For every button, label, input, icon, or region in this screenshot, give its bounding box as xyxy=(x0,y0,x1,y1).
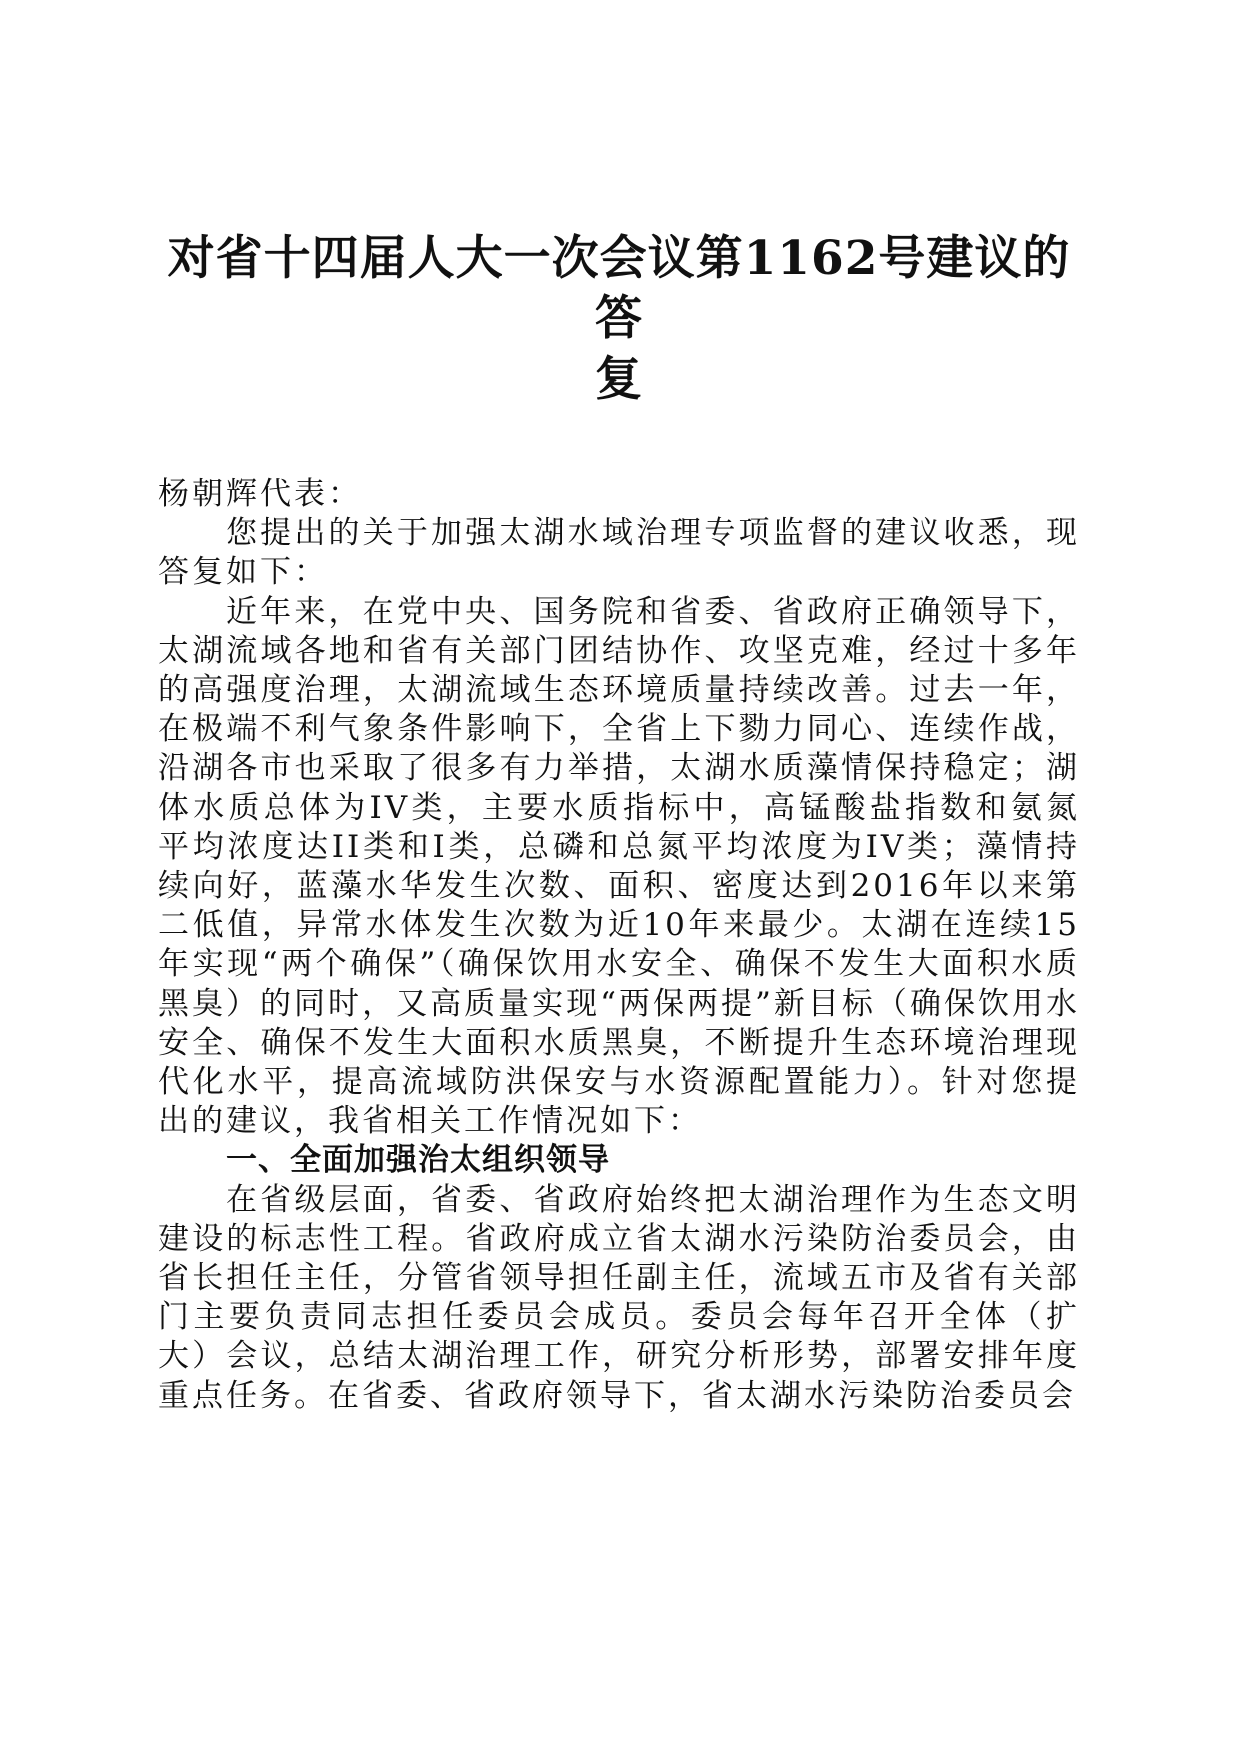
paragraph-background: 近年来，在党中央、国务院和省委、省政府正确领导下，太湖流域各地和省有关部门团结协作、攻坚克难，经过十多年的高强度治理，太湖流域生态环境质量持续改善。过去一年，在极端不利气象条件影响下，全省上下勠力同心、连续作战，沿湖各市也采取了很多有力举措，太湖水质藻情保持稳定；湖体水质总体为IV类，主要水质指标中，高锰酸盐指数和氨氮平均浓度达II类和I类，总磷和总氮平均浓度为IV类；藻情持续向好，蓝藻水华发生次数、面积、密度达到2016年以来第二低值，异常水体发生次数为近10年来最少。太湖在连续15年实现“两个确保”（确保饮用水安全、确保不发生大面积水质黑臭）的同时，又高质量实现“两保两提”新目标（确保饮用水安全、确保不发生大面积水质黑臭，不断提升生态环境治理现代化水平，提高流域防洪保安与水资源配置能力）。针对您提出的建议，我省相关工作情况如下： xyxy=(158,593,1080,1140)
salutation: 杨朝辉代表： xyxy=(158,476,362,512)
document-body xyxy=(158,475,1080,1416)
document-title-line-2: 复 xyxy=(595,352,643,407)
paragraph-intro: 您提出的关于加强太湖水域治理专项监督的建议收悉，现答复如下： xyxy=(158,515,1080,591)
document-title-line-1: 对省十四届人大一次会议第1162号建议的答 xyxy=(167,231,1071,346)
section-heading-1: 一、全面加强治太组织领导 xyxy=(226,1142,610,1179)
section-1-paragraph: 在省级层面，省委、省政府始终把太湖治理作为生态文明建设的标志性工程。省政府成立省太湖水污染防治委员会，由省长担任主任，分管省领导担任副主任，流域五市及省有关部门主要负责同志担任委员会成员。委员会每年召开全体（扩大）会议，总结太湖治理工作，研究分析形势，部署安排年度重点任务。在省委、省政府领导下，省太湖水污染防治委员会 xyxy=(158,1181,1080,1414)
